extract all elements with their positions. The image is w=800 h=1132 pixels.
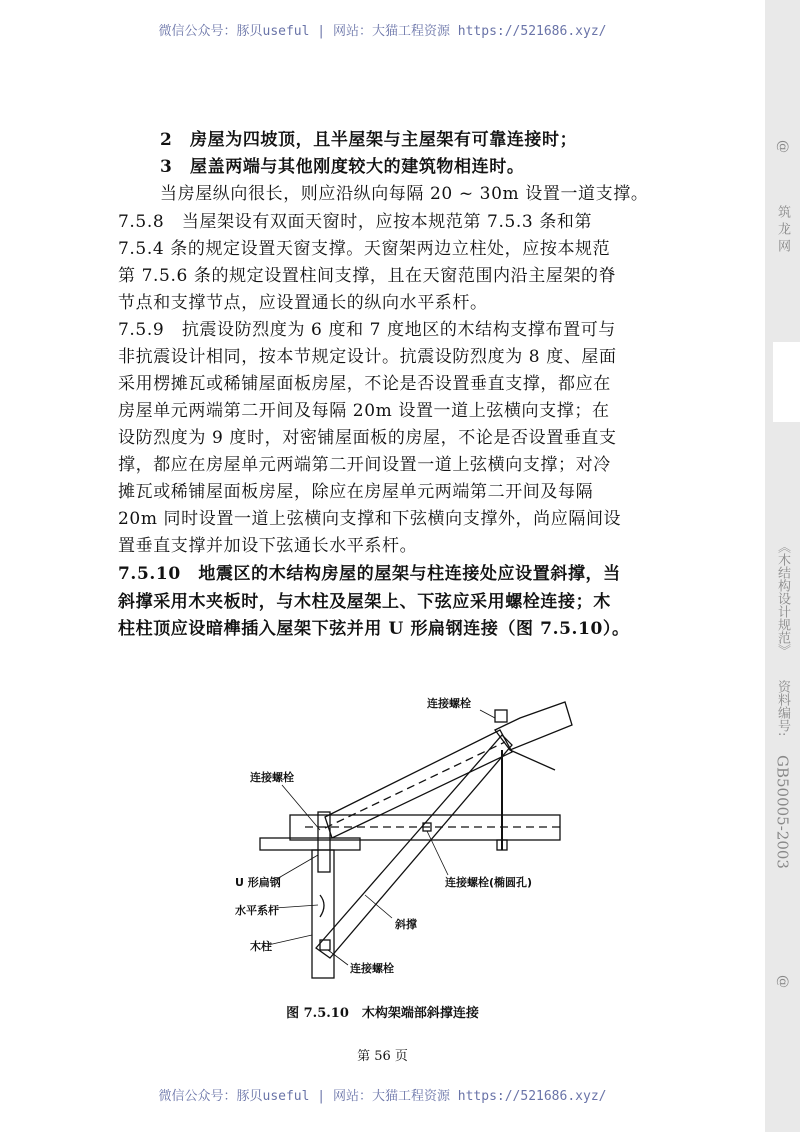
side-code: GB50005-2003 [773, 755, 792, 869]
side-code-label: 资料编号: [775, 680, 790, 737]
text-line: 3 屋盖两端与其他刚度较大的建筑物相连时。 [160, 157, 525, 177]
text-line: 20m 同时设置一道上弦横向支撑和下弦横向支撑外，尚应隔间设 [118, 509, 622, 529]
text-line: 斜撑采用木夹板时，与木柱及屋架上、下弦应采用螺栓连接；木 [118, 592, 611, 612]
text-line: 设防烈度为 9 度时，对密铺屋面板的房屋，不论是否设置垂直支 [118, 428, 617, 448]
side-title: 《木结构设计规范》 [775, 540, 790, 657]
text-line: 当房屋纵向很长，则应沿纵向每隔 20 ~ 30m 设置一道支撑。 [160, 184, 649, 204]
label-bolt-bottom: 连接螺栓 [350, 962, 394, 975]
text-line: 7.5.10 地震区的木结构房屋的屋架与柱连接处应设置斜撑，当 [118, 564, 621, 584]
side-strip [765, 0, 800, 1132]
side-at-bottom: @ [775, 975, 790, 988]
page-number: 第 56 页 [357, 1049, 408, 1064]
text-line: 第 7.5.6 条的规定设置柱间支撑，且在天窗范围内沿主屋架的脊 [118, 266, 617, 286]
label-horizontal-tie: 水平系杆 [235, 904, 279, 917]
side-at-top: @ [775, 140, 790, 153]
watermark-header: 微信公众号：豚贝useful | 网站：大猫工程资源 https://521686.xyz/ [158, 24, 607, 39]
text-line: 置垂直支撑并加设下弦通长水平系杆。 [118, 536, 418, 556]
text-line: 7.5.8 当屋架设有双面天窗时，应按本规范第 7.5.3 条和第 [118, 212, 593, 232]
watermark-footer: 微信公众号：豚贝useful | 网站：大猫工程资源 https://521686.xyz/ [158, 1089, 607, 1104]
text-line: 撑，都应在房屋单元两端第二开间设置一道上弦横向支撑；对冷 [118, 455, 611, 475]
text-line: 采用楞摊瓦或稀铺屋面板房屋，不论是否设置垂直支撑，都应在 [118, 374, 611, 394]
side-site: 筑 龙 网 [775, 205, 790, 253]
text-line: 柱柱顶应设暗榫插入屋架下弦并用 U 形扁钢连接（图 7.5.10）。 [118, 619, 630, 639]
truss-brace-diagram [220, 690, 580, 990]
figure-caption: 图 7.5.10 木构架端部斜撑连接 [286, 1006, 479, 1021]
text-line: 节点和支撑节点，应设置通长的纵向水平系杆。 [118, 293, 488, 313]
side-blank [773, 342, 800, 422]
text-line: 房屋单元两端第二开间及每隔 20m 设置一道上弦横向支撑；在 [118, 401, 610, 421]
label-bolt-left: 连接螺栓 [250, 771, 294, 784]
text-line: 2 房屋为四坡顶，且半屋架与主屋架有可靠连接时； [160, 130, 578, 150]
label-bolt-top: 连接螺栓 [427, 697, 471, 710]
label-bolt-oval: 连接螺栓(椭圆孔) [445, 876, 533, 889]
label-u-steel: U 形扁钢 [235, 876, 281, 889]
label-column: 木柱 [250, 940, 272, 953]
text-line: 7.5.9 抗震设防烈度为 6 度和 7 度地区的木结构支撑布置可与 [118, 320, 616, 340]
text-line: 摊瓦或稀铺屋面板房屋，除应在房屋单元两端第二开间及每隔 [118, 482, 594, 502]
text-line: 7.5.4 条的规定设置天窗支撑。天窗架两边立柱处，应按本规范 [118, 239, 611, 259]
label-brace: 斜撑 [395, 918, 417, 931]
text-line: 非抗震设计相同，按本节规定设计。抗震设防烈度为 8 度、屋面 [118, 347, 617, 367]
